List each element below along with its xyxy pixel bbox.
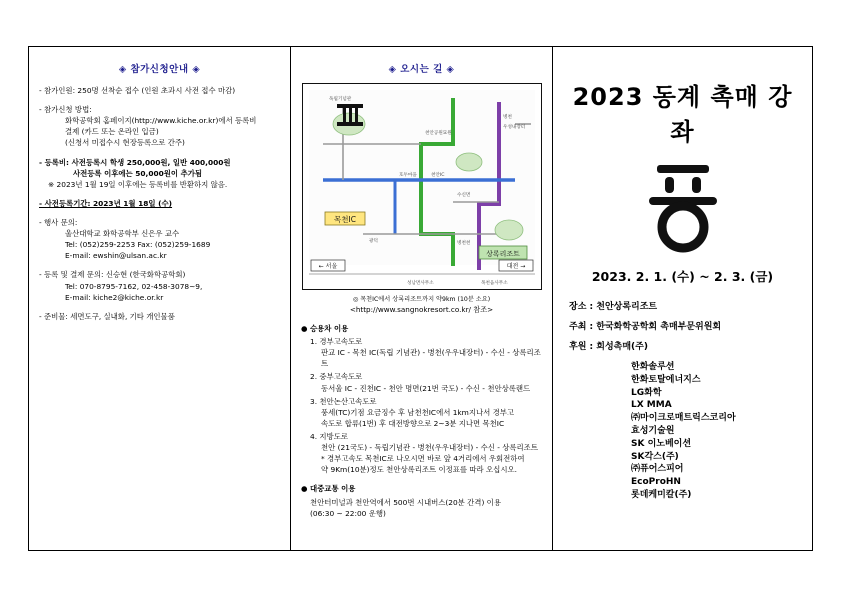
info-item-howto: - 참가신청 방법: 화학공학회 홈페이지(http://www.kiche.or.kr)에서 등록비 결제 (카드 또는 온라인 입금) (신청서 미접수시 현장등록으로 간주) xyxy=(39,105,257,148)
svg-text:목천읍사무소: 목천읍사무소 xyxy=(480,281,508,286)
svg-text:광덕: 광덕 xyxy=(368,239,378,244)
directions-car-3: 3. 천안논산고속도로 풍세(TC)기점 요금징수 후 남천천IC에서 1km지나서 경부고 속도로 합류(1번) 후 대전방향으로 2~3분 지나면 목천IC xyxy=(310,396,515,428)
column-directions xyxy=(291,47,553,550)
list-item: SK 이노베이션 xyxy=(631,438,692,449)
info-item-capacity: - 참가인원: 250명 선착순 접수 (인원 초과시 사전 접수 마감) xyxy=(39,86,236,95)
directions-transit-head: ● 대중교통 이용 xyxy=(301,484,356,494)
info-item-contact-event: - 행사 문의: 울산대학교 화학공학부 신은우 교수 Tel: (052)259-2253 Fax: (052)259-1689 E-mail: ewshin@ulsan.ac.kr xyxy=(39,217,211,261)
directions-car-1: 1. 경부고속도로 판교 IC - 목천 IC(독립 기념관) - 병천(우우내장터) - 수신 - 상록리조트 xyxy=(310,337,541,369)
info-item-bring: - 준비물: 세면도구, 실내화, 기타 개인물품 xyxy=(39,311,175,321)
map-graphic xyxy=(303,84,541,289)
list-item: 한화솔루션 xyxy=(631,362,675,373)
list-item: 효성기술원 xyxy=(631,425,675,436)
svg-text:성남면사무소: 성남면사무소 xyxy=(406,281,434,286)
info-item-contact-payment: - 등록 및 결제 문의: 신승현 (한국화학공학회) Tel: 070-8795-7162, 02-458-3078~9, E-mail: kiche2@kiche.or.kr xyxy=(39,270,203,302)
svg-text:← 서울: ← 서울 xyxy=(318,263,337,270)
svg-text:대전 →: 대전 → xyxy=(506,263,525,270)
page-title: 2023 동계 촉매 강좌 xyxy=(572,83,793,146)
list-item: 롯데케미칼(주) xyxy=(631,489,692,500)
svg-text:수신면: 수신면 xyxy=(456,193,470,198)
svg-text:병천: 병천 xyxy=(502,115,512,120)
svg-text:목천IC: 목천IC xyxy=(333,215,356,224)
brochure-sheet xyxy=(28,46,813,551)
event-venue: 장소 : 천안상록리조트 xyxy=(569,302,658,312)
map-legend: ◎ 목천IC에서 상록리조트까지 약9km (10분 소요) xyxy=(352,296,491,303)
info-item-deadline: - 사전등록기간: 2023년 1월 18일 (수) xyxy=(39,198,173,208)
directions-car-head: ● 승용차 이용 xyxy=(301,324,349,333)
event-sponsor-label: 후원 : 희성촉매(주) xyxy=(569,342,648,353)
registration-title: ◈ 참가신청안내 ◈ xyxy=(118,64,201,75)
info-item-fee: - 등록비: 사전등록시 학생 250,000원, 일반 400,000원 사전등록 이후에는 50,000원이 추가됨 ※ 2023년 1월 19일 이후에는 등록비를 반환하지 않음. xyxy=(39,157,231,189)
directions-car-4: 4. 지방도로 천안 (21국도) - 독립기념관 - 병천(우우내장터) - 수신 - 상록리조트 * 경부고속도 목천IC로 나오시면 바로 앞 4거리에서 우회전하여 약 9Km(10분)정도 천안상록리조트 이정표를 따라 오십시오. xyxy=(310,431,538,475)
list-item: EcoProHN xyxy=(631,477,681,488)
logo-graphic xyxy=(635,157,731,253)
list-item: ㈜마이크로매트릭스코리아 xyxy=(631,413,736,424)
list-item: SK각스(주) xyxy=(631,451,679,462)
svg-text:우성내장터: 우성내장터 xyxy=(502,125,525,130)
column-cover xyxy=(553,47,812,550)
svg-text:병천천: 병천천 xyxy=(456,241,470,246)
list-item: LX MMA xyxy=(631,400,672,411)
directions-title: ◈ 오시는 길 ◈ xyxy=(388,64,455,75)
svg-text:상록리조트: 상록리조트 xyxy=(485,250,520,258)
sponsor-list xyxy=(631,361,802,501)
event-dates: 2023. 2. 1. (수) ~ 2. 3. (금) xyxy=(591,269,774,284)
kiche-catalysis-logo xyxy=(563,157,802,253)
list-item: ㈜퓨어스피어 xyxy=(631,464,684,475)
location-map xyxy=(302,83,542,290)
column-registration-info xyxy=(29,47,291,550)
resort-website-link[interactable]: <http://www.sangnokresort.co.kr/ 참조> xyxy=(349,305,494,314)
event-host: 주최 : 한국화학공학회 촉매부문위원회 xyxy=(569,322,722,333)
list-item: 한화토탈에너지스 xyxy=(631,374,701,385)
svg-text:호두마을: 호두마을 xyxy=(398,173,417,178)
list-item: LG화학 xyxy=(631,387,662,398)
directions-transit-1: 천안터미널과 천안역에서 500번 시내버스(20분 간격) 이용 (06:30 ~ 22:00 운행) xyxy=(310,497,501,518)
svg-text:독립기념관: 독립기념관 xyxy=(328,97,351,102)
directions-car-2: 2. 중부고속도로 동서울 IC - 진천IC - 천안 명면(21번 국도) - 수신 - 천안상록랜드 xyxy=(310,372,531,393)
svg-text:천안IC: 천안IC xyxy=(430,173,444,178)
svg-text:천안공원묘원: 천안공원묘원 xyxy=(424,131,452,136)
